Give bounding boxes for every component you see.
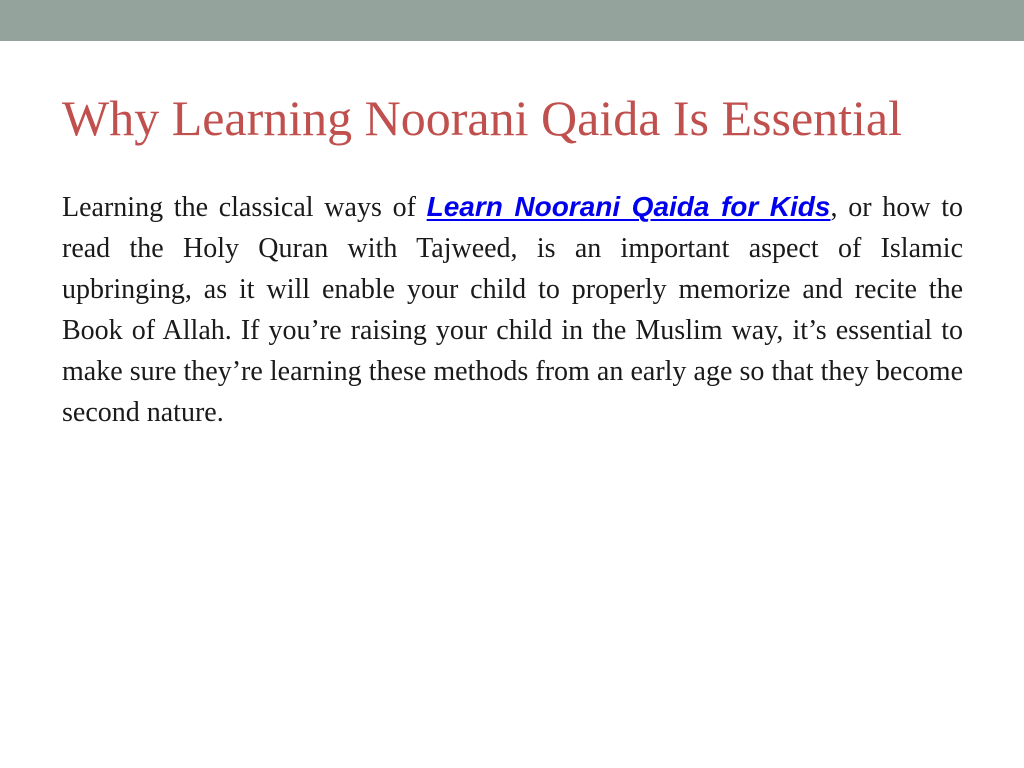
body-text-intro: Learning the classical ways of xyxy=(62,192,427,223)
learn-noorani-qaida-link[interactable]: Learn Noorani Qaida for Kids xyxy=(426,191,831,222)
top-accent-bar xyxy=(0,0,1024,41)
body-text-main: , or how to read the Holy Quran with Tajweed, is an important aspect of Islamic upbringing, as it will enable your child to properly memorize and recite the Book of Allah. If you’re raising your child in the Muslim way, it’s essential to make sure they’re learning these methods from an early age so that they become second nature. xyxy=(62,192,964,428)
slide-title: Why Learning Noorani Qaida Is Essential xyxy=(62,90,903,146)
slide-body-paragraph xyxy=(62,186,963,433)
